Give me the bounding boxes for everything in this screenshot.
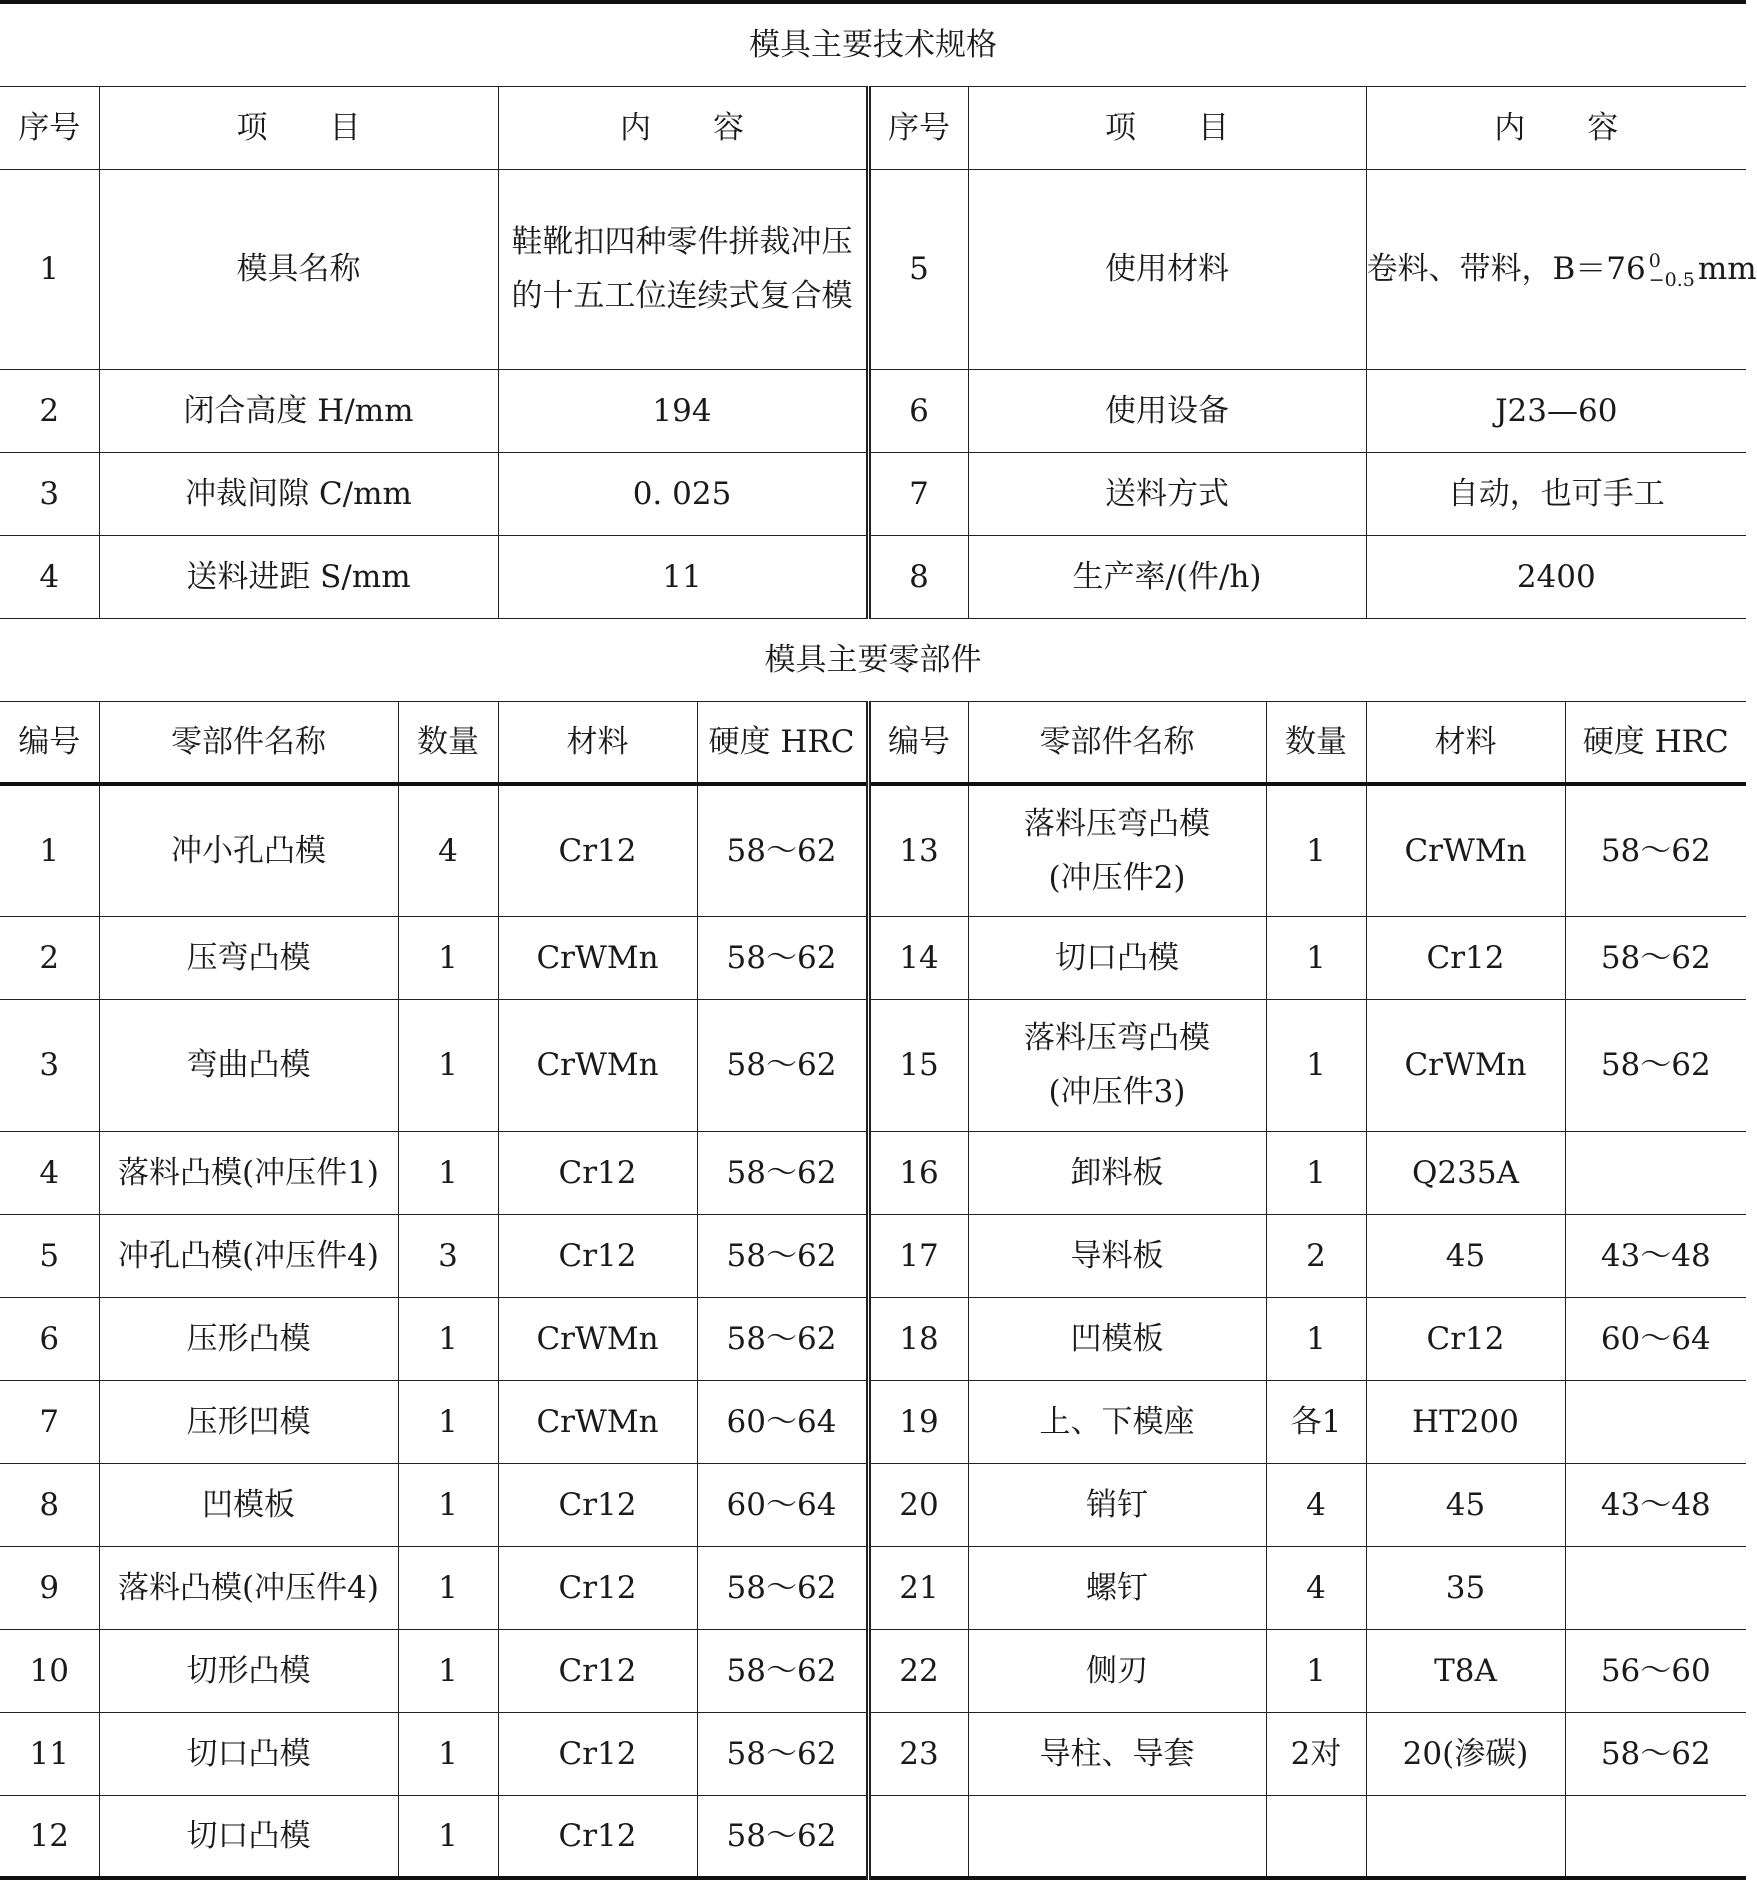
parts-row xyxy=(0,1131,1746,1214)
part-no-cell: 14 xyxy=(868,916,968,999)
part-hrc-cell: 58～62 xyxy=(697,1297,868,1380)
part-name-cell: 上、下模座 xyxy=(968,1380,1266,1463)
part-name-cell: 切口凸模 xyxy=(99,1712,398,1795)
parts-header-no-right: 编号 xyxy=(868,701,968,784)
part-qty-cell: 1 xyxy=(1266,1629,1366,1712)
part-name-cell: 凹模板 xyxy=(968,1297,1266,1380)
parts-header-no-left: 编号 xyxy=(0,701,99,784)
spec-content xyxy=(1366,169,1757,369)
parts-row xyxy=(0,1380,1746,1463)
part-name-cell: 落料凸模(冲压件4) xyxy=(99,1546,398,1629)
spec-title: 模具主要技术规格 xyxy=(0,2,1746,86)
part-no-cell: 23 xyxy=(868,1712,968,1795)
spec-item: 使用材料 xyxy=(968,169,1366,369)
part-qty-cell: 1 xyxy=(1266,1131,1366,1214)
spec-header-content-left: 内 容 xyxy=(498,86,868,169)
spec-header-item-left: 项 目 xyxy=(99,86,498,169)
part-no-cell: 7 xyxy=(0,1380,99,1463)
part-no-cell: 5 xyxy=(0,1214,99,1297)
spec-header-row xyxy=(0,86,1746,169)
part-no-cell: 16 xyxy=(868,1131,968,1214)
parts-header-mat-right: 材料 xyxy=(1366,701,1565,784)
spec-no: 8 xyxy=(868,535,968,618)
spec-item: 使用设备 xyxy=(968,369,1366,452)
parts-header-qty-right: 数量 xyxy=(1266,701,1366,784)
part-qty-cell: 1 xyxy=(1266,784,1366,916)
part-name-cell: 销钉 xyxy=(968,1463,1266,1546)
part-no-cell: 11 xyxy=(0,1712,99,1795)
parts-row xyxy=(0,1463,1746,1546)
tolerance-upper: 0 xyxy=(1648,249,1661,272)
part-mat-cell: Cr12 xyxy=(1366,916,1565,999)
part-hrc-cell xyxy=(1565,1131,1746,1214)
part-qty-cell: 1 xyxy=(398,1380,498,1463)
part-mat-cell: CrWMn xyxy=(498,999,697,1131)
parts-row xyxy=(0,1214,1746,1297)
spec-no: 1 xyxy=(0,169,99,369)
part-name-cell: 压形凹模 xyxy=(99,1380,398,1463)
part-qty-cell xyxy=(1266,1795,1366,1878)
part-no-cell: 20 xyxy=(868,1463,968,1546)
parts-title: 模具主要零部件 xyxy=(0,618,1746,701)
part-name-cell: 落料压弯凸模(冲压件3) xyxy=(968,999,1266,1131)
part-mat-cell: Cr12 xyxy=(498,1546,697,1629)
part-hrc-cell: 58～62 xyxy=(697,999,868,1131)
spec-header-no-right: 序号 xyxy=(868,86,968,169)
part-qty-cell: 1 xyxy=(398,1629,498,1712)
part-qty-cell: 3 xyxy=(398,1214,498,1297)
part-hrc-cell: 58～62 xyxy=(1565,916,1746,999)
parts-header-row xyxy=(0,701,1746,784)
part-qty-cell: 1 xyxy=(1266,916,1366,999)
part-qty-cell: 1 xyxy=(1266,999,1366,1131)
spec-item: 冲裁间隙 C/mm xyxy=(99,452,498,535)
parts-row xyxy=(0,784,1746,916)
part-hrc-cell: 58～62 xyxy=(697,1214,868,1297)
part-no-cell: 1 xyxy=(0,784,99,916)
spec-content: 自动，也可手工 xyxy=(1366,452,1746,535)
part-hrc-cell: 58～62 xyxy=(697,1712,868,1795)
spec-item: 送料进距 S/mm xyxy=(99,535,498,618)
spec-content: 194 xyxy=(498,369,868,452)
part-name-cell: 压形凸模 xyxy=(99,1297,398,1380)
part-name-cell: 侧刃 xyxy=(968,1629,1266,1712)
parts-header-name-left: 零部件名称 xyxy=(99,701,398,784)
part-no-cell: 2 xyxy=(0,916,99,999)
parts-row xyxy=(0,999,1746,1131)
part-mat-cell: 35 xyxy=(1366,1546,1565,1629)
spec-no: 2 xyxy=(0,369,99,452)
spec-content: 0. 025 xyxy=(498,452,868,535)
parts-row xyxy=(0,1546,1746,1629)
part-hrc-cell: 58～62 xyxy=(697,1795,868,1878)
spec-content: 2400 xyxy=(1366,535,1746,618)
part-qty-cell: 各1 xyxy=(1266,1380,1366,1463)
part-name-cell: 冲孔凸模(冲压件4) xyxy=(99,1214,398,1297)
part-qty-cell: 4 xyxy=(398,784,498,916)
part-mat-cell: CrWMn xyxy=(498,1380,697,1463)
part-no-cell: 22 xyxy=(868,1629,968,1712)
part-name-cell: 切口凸模 xyxy=(968,916,1266,999)
part-qty-cell: 1 xyxy=(398,1546,498,1629)
part-name-cell: 压弯凸模 xyxy=(99,916,398,999)
part-name-cell: 切形凸模 xyxy=(99,1629,398,1712)
spec-no: 4 xyxy=(0,535,99,618)
part-hrc-cell: 58～62 xyxy=(1565,784,1746,916)
parts-row xyxy=(0,1629,1746,1712)
spec-item: 送料方式 xyxy=(968,452,1366,535)
part-qty-cell: 1 xyxy=(398,1297,498,1380)
part-name-cell: 冲小孔凸模 xyxy=(99,784,398,916)
part-hrc-cell: 43～48 xyxy=(1565,1463,1746,1546)
part-hrc-cell: 60～64 xyxy=(697,1380,868,1463)
part-mat-cell: CrWMn xyxy=(498,1297,697,1380)
part-mat-cell: 45 xyxy=(1366,1214,1565,1297)
part-hrc-cell: 58～62 xyxy=(1565,999,1746,1131)
part-name-cell: 落料压弯凸模(冲压件2) xyxy=(968,784,1266,916)
parts-row xyxy=(0,916,1746,999)
part-no-cell: 8 xyxy=(0,1463,99,1546)
part-hrc-cell: 60～64 xyxy=(1565,1297,1746,1380)
part-qty-cell: 1 xyxy=(398,916,498,999)
part-no-cell: 12 xyxy=(0,1795,99,1878)
part-hrc-cell: 60～64 xyxy=(697,1463,868,1546)
part-hrc-cell: 43～48 xyxy=(1565,1214,1746,1297)
part-mat-cell: 45 xyxy=(1366,1463,1565,1546)
part-qty-cell: 4 xyxy=(1266,1546,1366,1629)
spec-item: 模具名称 xyxy=(99,169,498,369)
part-qty-cell: 2 xyxy=(1266,1214,1366,1297)
parts-row xyxy=(0,1712,1746,1795)
part-qty-cell: 2对 xyxy=(1266,1712,1366,1795)
part-hrc-cell xyxy=(1565,1380,1746,1463)
part-mat-cell: Cr12 xyxy=(1366,1297,1565,1380)
part-name-cell: 落料凸模(冲压件1) xyxy=(99,1131,398,1214)
parts-row xyxy=(0,1297,1746,1380)
part-hrc-cell: 58～62 xyxy=(697,784,868,916)
parts-row xyxy=(0,1795,1746,1878)
parts-header-hrc-left: 硬度 HRC xyxy=(697,701,868,784)
tolerance-lower: −0.5 xyxy=(1648,268,1695,291)
part-no-cell: 13 xyxy=(868,784,968,916)
part-no-cell: 15 xyxy=(868,999,968,1131)
spec-header-item-right: 项 目 xyxy=(968,86,1366,169)
parts-body xyxy=(0,784,1746,1878)
part-name-cell: 螺钉 xyxy=(968,1546,1266,1629)
spec-row xyxy=(0,452,1746,535)
part-hrc-cell: 58～62 xyxy=(697,1131,868,1214)
part-mat-cell: Cr12 xyxy=(498,1214,697,1297)
part-mat-cell: Cr12 xyxy=(498,1629,697,1712)
spec-content: 鞋靴扣四种零件拼裁冲压的十五工位连续式复合模 xyxy=(498,169,868,369)
parts-header-qty-left: 数量 xyxy=(398,701,498,784)
part-qty-cell: 1 xyxy=(398,1795,498,1878)
part-mat-cell: Cr12 xyxy=(498,1463,697,1546)
part-no-cell: 21 xyxy=(868,1546,968,1629)
part-mat-cell: Cr12 xyxy=(498,784,697,916)
part-mat-cell: CrWMn xyxy=(1366,999,1565,1131)
parts-header-name-right: 零部件名称 xyxy=(968,701,1266,784)
part-name-cell: 凹模板 xyxy=(99,1463,398,1546)
part-qty-cell: 1 xyxy=(398,1712,498,1795)
part-qty-cell: 1 xyxy=(398,1463,498,1546)
part-qty-cell: 1 xyxy=(1266,1297,1366,1380)
spec-content: J23—60 xyxy=(1366,369,1746,452)
part-mat-cell: Q235A xyxy=(1366,1131,1565,1214)
spec-row xyxy=(0,169,1746,369)
part-no-cell: 6 xyxy=(0,1297,99,1380)
part-no-cell: 10 xyxy=(0,1629,99,1712)
spec-no: 5 xyxy=(868,169,968,369)
part-name-cell: 导柱、导套 xyxy=(968,1712,1266,1795)
spec-row xyxy=(0,369,1746,452)
part-no-cell: 3 xyxy=(0,999,99,1131)
spec-no: 3 xyxy=(0,452,99,535)
part-mat-cell: T8A xyxy=(1366,1629,1565,1712)
unit-text: mm xyxy=(1697,251,1757,287)
part-qty-cell: 1 xyxy=(398,999,498,1131)
spec-item: 生产率/(件/h) xyxy=(968,535,1366,618)
part-no-cell: 9 xyxy=(0,1546,99,1629)
spec-header-no-left: 序号 xyxy=(0,86,99,169)
part-mat-cell: HT200 xyxy=(1366,1380,1565,1463)
part-mat-cell: Cr12 xyxy=(498,1712,697,1795)
part-name-cell: 导料板 xyxy=(968,1214,1266,1297)
part-mat-cell xyxy=(1366,1795,1565,1878)
part-hrc-cell: 58～62 xyxy=(697,1629,868,1712)
part-mat-cell: Cr12 xyxy=(498,1131,697,1214)
part-mat-cell: Cr12 xyxy=(498,1795,697,1878)
part-hrc-cell: 58～62 xyxy=(697,916,868,999)
part-mat-cell: 20(渗碳) xyxy=(1366,1712,1565,1795)
part-hrc-cell: 58～62 xyxy=(697,1546,868,1629)
spec-row xyxy=(0,535,1746,618)
part-qty-cell: 1 xyxy=(398,1131,498,1214)
parts-header-mat-left: 材料 xyxy=(498,701,697,784)
part-no-cell: 4 xyxy=(0,1131,99,1214)
spec-no: 6 xyxy=(868,369,968,452)
part-name-cell: 弯曲凸模 xyxy=(99,999,398,1131)
material-text: 卷料、带料，B＝76 xyxy=(1366,251,1646,287)
part-no-cell: 19 xyxy=(868,1380,968,1463)
part-hrc-cell xyxy=(1565,1546,1746,1629)
spec-no: 7 xyxy=(868,452,968,535)
spec-header-content-right: 内 容 xyxy=(1366,86,1746,169)
tolerance xyxy=(1648,249,1695,291)
spec-item: 闭合高度 H/mm xyxy=(99,369,498,452)
part-no-cell xyxy=(868,1795,968,1878)
part-name-cell xyxy=(968,1795,1266,1878)
part-name-cell: 切口凸模 xyxy=(99,1795,398,1878)
part-name-cell: 卸料板 xyxy=(968,1131,1266,1214)
part-no-cell: 18 xyxy=(868,1297,968,1380)
part-hrc-cell: 56～60 xyxy=(1565,1629,1746,1712)
part-qty-cell: 4 xyxy=(1266,1463,1366,1546)
part-mat-cell: CrWMn xyxy=(1366,784,1565,916)
part-no-cell: 17 xyxy=(868,1214,968,1297)
part-mat-cell: CrWMn xyxy=(498,916,697,999)
part-hrc-cell: 58～62 xyxy=(1565,1712,1746,1795)
part-hrc-cell xyxy=(1565,1795,1746,1878)
spec-content: 11 xyxy=(498,535,868,618)
parts-header-hrc-right: 硬度 HRC xyxy=(1565,701,1746,784)
